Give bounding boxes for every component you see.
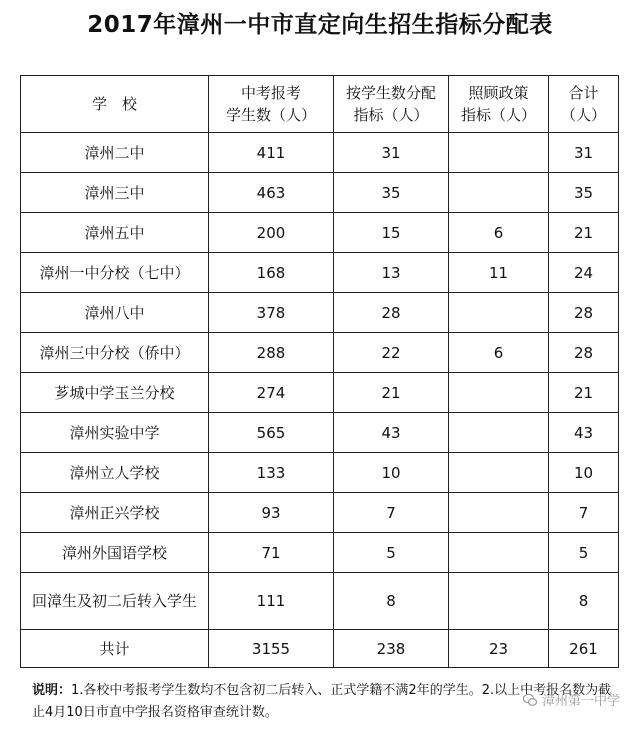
header-students (209, 76, 334, 133)
table-row (21, 533, 619, 573)
cell-policy: 6 (449, 333, 549, 373)
cell-policy (449, 373, 549, 413)
cell-school: 漳州外国语学校 (21, 533, 209, 573)
cell-school: 漳州立人学校 (21, 453, 209, 493)
cell-total: 28 (549, 333, 619, 373)
cell-policy (449, 573, 549, 630)
cell-total: 8 (549, 573, 619, 630)
cell-policy (449, 493, 549, 533)
cell-students: 463 (209, 173, 334, 213)
cell-total: 7 (549, 493, 619, 533)
cell-students: 378 (209, 293, 334, 333)
cell-by-count: 31 (334, 133, 449, 173)
table-row (21, 293, 619, 333)
cell-school: 漳州五中 (21, 213, 209, 253)
table-row (21, 173, 619, 213)
cell-by-count: 8 (334, 573, 449, 630)
page-title: 2017年漳州一中市直定向生招生指标分配表 (87, 12, 553, 38)
header-by-count-line2: 指标（人） (353, 106, 429, 124)
header-policy (449, 76, 549, 133)
watermark (522, 690, 620, 709)
cell-students: 111 (209, 573, 334, 630)
cell-policy (449, 293, 549, 333)
header-total (549, 76, 619, 133)
total-row (21, 630, 619, 668)
total-by-count: 238 (334, 630, 449, 668)
cell-school: 漳州三中分校（侨中） (21, 333, 209, 373)
cell-school: 漳州八中 (21, 293, 209, 333)
table-row (21, 493, 619, 533)
wechat-icon (522, 692, 538, 708)
cell-policy (449, 173, 549, 213)
header-total-line1: 合计 (568, 84, 599, 102)
cell-school: 漳州一中分校（七中） (21, 253, 209, 293)
watermark-text: 漳州第一中学 (541, 694, 620, 709)
cell-students: 288 (209, 333, 334, 373)
cell-total: 43 (549, 413, 619, 453)
cell-total: 5 (549, 533, 619, 573)
cell-students: 200 (209, 213, 334, 253)
cell-students: 71 (209, 533, 334, 573)
cell-students: 133 (209, 453, 334, 493)
cell-policy: 6 (449, 213, 549, 253)
cell-students: 93 (209, 493, 334, 533)
cell-by-count: 7 (334, 493, 449, 533)
table-row (21, 133, 619, 173)
total-label: 共计 (21, 630, 209, 668)
table-row (21, 573, 619, 630)
cell-school: 回漳生及初二后转入学生 (21, 573, 209, 630)
header-total-line2: （人） (560, 106, 606, 124)
cell-students: 274 (209, 373, 334, 413)
cell-school: 芗城中学玉兰分校 (21, 373, 209, 413)
cell-total: 21 (549, 213, 619, 253)
header-school (21, 76, 209, 133)
total-students: 3155 (209, 630, 334, 668)
cell-total: 31 (549, 133, 619, 173)
cell-policy (449, 533, 549, 573)
cell-school: 漳州二中 (21, 133, 209, 173)
cell-school: 漳州实验中学 (21, 413, 209, 453)
header-policy-line2: 指标（人） (460, 106, 536, 124)
cell-policy: 11 (449, 253, 549, 293)
cell-by-count: 35 (334, 173, 449, 213)
notes-label: 说明： (32, 683, 72, 698)
cell-total: 10 (549, 453, 619, 493)
header-row (21, 76, 619, 133)
cell-school: 漳州正兴学校 (21, 493, 209, 533)
header-students-line2: 学生数（人） (225, 106, 316, 124)
table-row (21, 373, 619, 413)
cell-by-count: 28 (334, 293, 449, 333)
total-policy: 23 (449, 630, 549, 668)
cell-total: 21 (549, 373, 619, 413)
cell-students: 565 (209, 413, 334, 453)
table-row (21, 413, 619, 453)
notes-text: 1.各校中考报考学生数均不包含初二后转入、正式学籍不满2年的学生。2.以上中考报名数为截止4月10日市直中学报名资格审查统计数。 (32, 683, 612, 720)
table-row (21, 213, 619, 253)
cell-students: 168 (209, 253, 334, 293)
cell-by-count: 43 (334, 413, 449, 453)
cell-by-count: 22 (334, 333, 449, 373)
cell-by-count: 13 (334, 253, 449, 293)
header-students-line1: 中考报考 (240, 84, 301, 102)
cell-by-count: 10 (334, 453, 449, 493)
cell-total: 28 (549, 293, 619, 333)
header-by-count (334, 76, 449, 133)
allocation-table (20, 75, 619, 668)
table-row (21, 333, 619, 373)
table-row (21, 453, 619, 493)
cell-students: 411 (209, 133, 334, 173)
cell-policy (449, 413, 549, 453)
cell-total: 35 (549, 173, 619, 213)
total-total: 261 (549, 630, 619, 668)
cell-school: 漳州三中 (21, 173, 209, 213)
cell-by-count: 5 (334, 533, 449, 573)
cell-by-count: 15 (334, 213, 449, 253)
table-row (21, 253, 619, 293)
cell-policy (449, 453, 549, 493)
header-school-label: 学 校 (91, 95, 137, 113)
cell-total: 24 (549, 253, 619, 293)
header-by-count-line1: 按学生数分配 (345, 84, 436, 102)
cell-policy (449, 133, 549, 173)
header-policy-line1: 照顾政策 (468, 84, 529, 102)
cell-by-count: 21 (334, 373, 449, 413)
